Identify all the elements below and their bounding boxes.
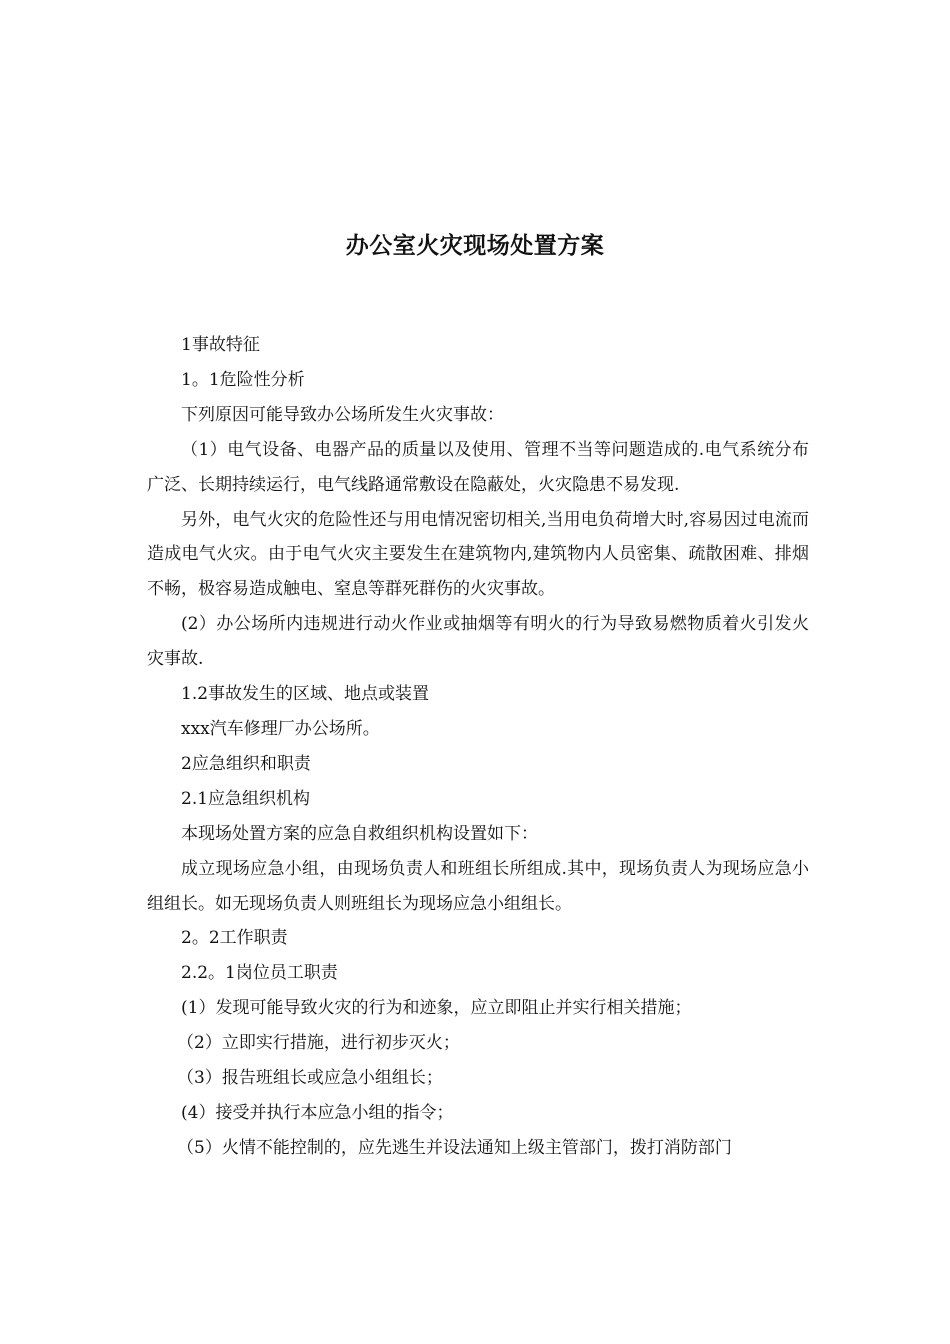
document-body [147, 328, 809, 1166]
duty-item-2: （2）立即实行措施，进行初步灭火； [177, 1033, 460, 1054]
heading-2-2-1: 2.2。1岗位员工职责 [181, 963, 338, 984]
paragraph-additional: 另外，电气火灾的危险性还与用电情况密切相关,当用电负荷增大时,容易因过电流而造成电气火灾。由于电气火灾主要发生在建筑物内,建筑物内人员密集、疏散困难、排烟不畅，极容易造成触电、窒息等群死群伤的火灾事故。 [147, 509, 809, 600]
paragraph-org-setup: 本现场处置方案的应急自救组织机构设置如下： [181, 823, 538, 844]
paragraph-intro: 下列原因可能导致办公场所发生火灾事故： [181, 404, 504, 425]
heading-1-2: 1.2事故发生的区域、地点或装置 [181, 684, 430, 705]
heading-2-2: 2。2工作职责 [181, 928, 288, 949]
heading-2: 2应急组织和职责 [181, 753, 311, 774]
paragraph-location: xxx汽车修理厂办公场所。 [181, 718, 380, 739]
heading-1: 1事故特征 [181, 335, 260, 355]
heading-2-1: 2.1应急组织机构 [181, 788, 311, 809]
duty-item-4: (4）接受并执行本应急小组的指令； [181, 1102, 454, 1123]
paragraph-team: 成立现场应急小组，由现场负责人和班组长所组成.其中，现场负责人为现场应急小组组长。如无现场负责人则班组长为现场应急小组组长。 [147, 858, 809, 914]
paragraph-cause-2: (2）办公场所内违规进行动火作业或抽烟等有明火的行为导致易燃物质着火引发火灾事故. [147, 614, 809, 670]
heading-1-1: 1。1危险性分析 [181, 369, 305, 390]
duty-item-3: （3）报告班组长或应急小组组长； [177, 1068, 443, 1089]
duty-item-5: （5）火情不能控制的，应先逃生并设法通知上级主管部门，拨打消防部门 [177, 1137, 732, 1158]
duty-item-1: (1）发现可能导致火灾的行为和迹象，应立即阻止并实行相关措施； [181, 998, 692, 1019]
paragraph-cause-1: （1）电气设备、电器产品的质量以及使用、管理不当等问题造成的.电气系统分布广泛、长期持续运行，电气线路通常敷设在隐蔽处，火灾隐患不易发现. [147, 439, 809, 495]
document-title: 办公室火灾现场处置方案 [345, 232, 605, 259]
